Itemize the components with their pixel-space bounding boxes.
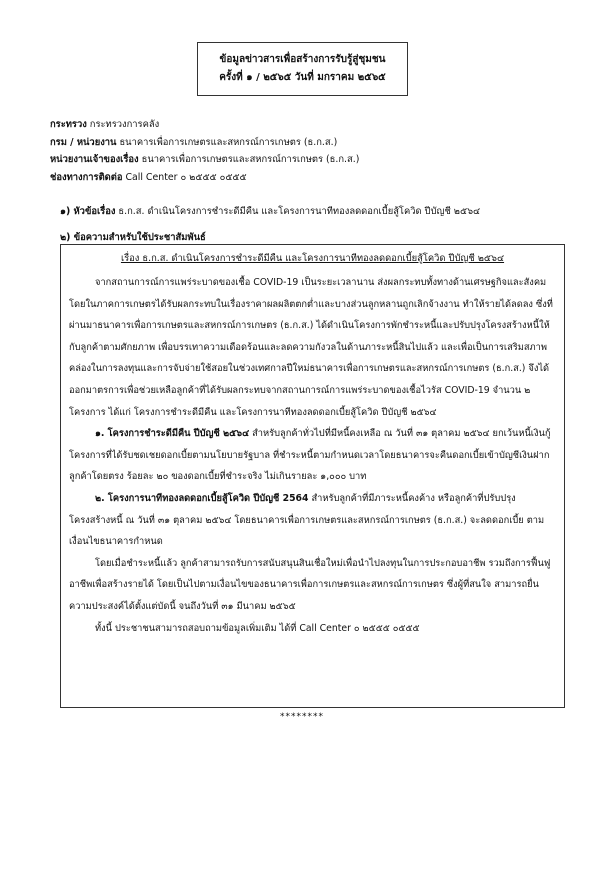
item-2-text: สำหรับลูกค้าที่มีภาระหนี้คงค้าง หรือลูกค้าที่ปรับปรุงโครงสร้างหนี้ ณ วันที่ ๓๑ ตุลาคม ๒๕๖๔ โดยธนาคารเพื่อการเกษตรและสหกรณ์การเกษตร (ธ.ก.ส.) จะลดดอกเบี้ย ตามเงื่อนไขธนาคารกำหนด — [69, 492, 545, 548]
press-body — [61, 266, 564, 639]
header-issue-line: ครั้งที่ ๑ / ๒๕๖๕ วันที่ มกราคม ๒๕๖๕ — [219, 72, 386, 83]
owner-label: หน่วยงานเจ้าของเรื่อง — [50, 154, 139, 165]
topic-value: ธ.ก.ส. ดำเนินโครงการชำระดีมีคืน และโครงการนาทีทองลดดอกเบี้ยสู้โควิด ปีบัญชี ๒๕๖๔ — [118, 206, 481, 217]
item-1-heading: ๑. โครงการชำระดีมีคืน ปีบัญชี ๒๕๖๔ — [95, 428, 250, 440]
department-row — [50, 134, 560, 152]
benefit-paragraph: โดยเมื่อชำระหนี้แล้ว ลูกค้าสามารถรับการสนับสนุนสินเชื่อใหม่เพื่อนำไปลงทุนในการประกอบอาชีพ รวมถึงการฟื้นฟูอาชีพเพื่อสร้างรายได้ โดยเป็นไปตามเงื่อนไขของธนาคารเพื่อการเกษตรและสหกรณ์การเกษตร ซึ่งผู้ที่สนใจ สามารถยื่นความประสงค์ได้ตั้งแต่บัดนี้ จนถึงวันที่ ๓๑ มีนาคม ๒๕๖๕ — [69, 557, 551, 612]
item-2-paragraph — [69, 488, 554, 553]
contact-paragraph: ทั้งนี้ ประชาชนสามารถสอบถามข้อมูลเพิ่มเติม ได้ที่ Call Center ๐ ๒๕๕๕ ๐๕๕๕ — [95, 622, 420, 634]
ministry-row — [50, 116, 560, 134]
header-title: ข้อมูลข่าวสารเพื่อสร้างการรับรู้สู่ชุมชน — [219, 54, 386, 65]
press-headline: เรื่อง ธ.ก.ส. ดำเนินโครงการชำระดีมีคืน และโครงการนาทีทองลดดอกเบี้ยสู้โควิด ปีบัญชี ๒๕๖๔ — [120, 253, 505, 264]
ministry-label: กระทรวง — [50, 119, 87, 130]
topic-label: ๑) หัวข้อเรื่อง — [60, 206, 116, 217]
press-release-box — [60, 244, 565, 708]
pr-section-heading: ๒) ข้อความสำหรับใช้ประชาสัมพันธ์ — [60, 232, 206, 243]
department-value: ธนาคารเพื่อการเกษตรและสหกรณ์การเกษตร (ธ.ก.ส.) — [119, 136, 338, 148]
item-1-paragraph — [69, 423, 554, 488]
contact-label: ช่องทางการติดต่อ — [50, 171, 123, 183]
contact-value: Call Center ๐ ๒๕๕๕ ๐๕๕๕ — [125, 171, 247, 183]
department-label: กรม / หน่วยงาน — [50, 136, 117, 148]
contact-row — [50, 169, 560, 187]
ministry-value: กระทรวงการคลัง — [89, 119, 160, 130]
item-1-text: สำหรับลูกค้าทั่วไปที่มีหนี้คงเหลือ ณ วันที่ ๓๑ ตุลาคม ๒๕๖๔ ยกเว้นหนี้เงินกู้โครงการที่ได้รับชดเชยดอกเบี้ยตามนโยบายรัฐบาล ที่ชำระหนี้ตามกำหนดเวลาโดยธนาคารจะคืนดอกเบี้ยเข้าบัญชีเงินฝากลูกค้าโดยตรง ร้อยละ ๒๐ ของดอกเบี้ยที่ชำระจริง ไม่เกินรายละ ๑,๐๐๐ บาท — [69, 428, 551, 483]
metadata-block — [50, 116, 560, 186]
owner-row — [50, 151, 560, 169]
end-mark: ******** — [280, 712, 324, 722]
header-box — [197, 42, 408, 96]
intro-paragraph: จากสถานการณ์การแพร่ระบาดของเชื้อ COVID-19 เป็นระยะเวลานาน ส่งผลกระทบทั้งทางด้านเศรษฐกิจและสังคม โดยในภาคการเกษตรได้รับผลกระทบในเรื่องราคาผลผลิตตกต่ำและบางส่วนลูกหลานถูกเลิกจ้างงาน ทำให้รายได้ลดลง ซึ่งที่ผ่านมาธนาคารเพื่อการเกษตรและสหกรณ์การเกษตร (ธ.ก.ส.) ได้ดำเนินโครงการพักชำระหนี้และปรับปรุงโครงสร้างหนี้ให้กับลูกค้าตามศักยภาพ เพื่อบรรเทาความเดือดร้อนและลดความกังวลในด้านภาระหนี้สินไปแล้ว และเพื่อเป็นการเสริมสภาพคล่องในการลงทุนและการจับจ่ายใช้สอยในช่วงเทศกาลปีใหม่ธนาคารเพื่อการเกษตรและสหกรณ์การเกษตร (ธ.ก.ส.) จึงได้ออกมาตรการเพื่อช่วยเหลือลูกค้าที่ได้รับผลกระทบจากสถานการณ์การแพร่ระบาดของเชื้อไวรัส COVID-19 จำนวน ๒ โครงการ ได้แก่ โครงการชำระดีมีคืน และโครงการนาทีทองลดดอกเบี้ยสู้โควิด ปีบัญชี ๒๕๖๔ — [69, 277, 553, 418]
owner-value: ธนาคารเพื่อการเกษตรและสหกรณ์การเกษตร (ธ.ก.ส.) — [141, 154, 360, 165]
topic-section — [60, 204, 560, 219]
item-2-heading: ๒. โครงการนาทีทองลดดอกเบี้ยสู้โควิด ปีบัญชี 2564 — [95, 492, 309, 504]
